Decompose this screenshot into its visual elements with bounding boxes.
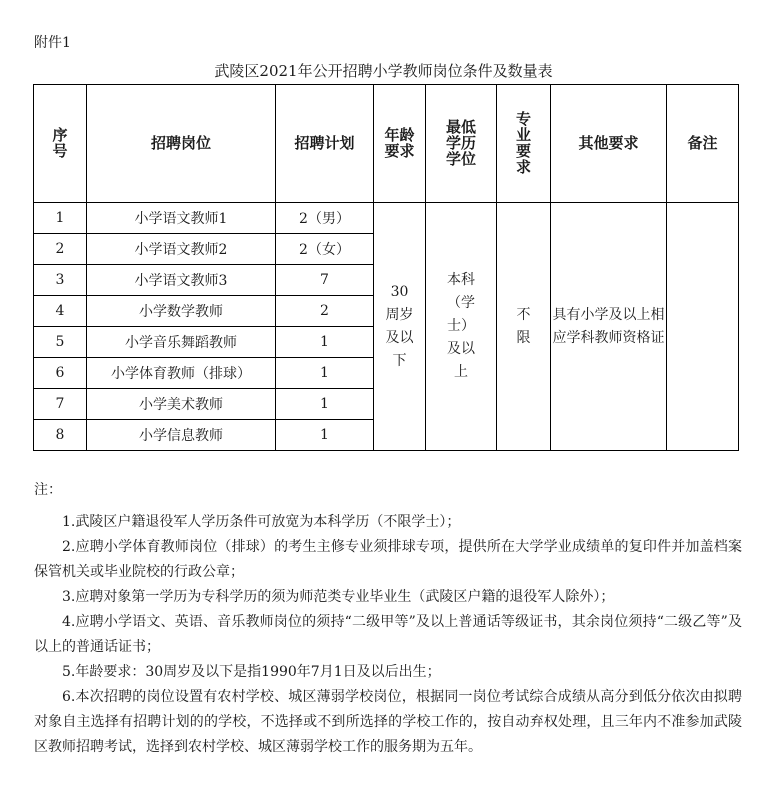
cell-plan: 1 [276,327,374,358]
cell-post: 小学美术教师 [87,389,276,420]
cell-seq: 6 [34,358,87,389]
cell-edu-merged: 本科（学士）及以上 [426,203,497,451]
annex-label: 附件1 [34,35,71,51]
note-item: 1.武陵区户籍退役军人学历条件可放宽为本科学历（不限学士）； [62,514,461,530]
cell-post: 小学语文教师1 [87,203,276,234]
cell-seq: 8 [34,420,87,451]
cell-post: 小学数学教师 [87,296,276,327]
header-plan: 招聘计划 [276,85,374,203]
cell-seq: 7 [34,389,87,420]
cell-plan: 1 [276,358,374,389]
header-remark: 备注 [667,85,739,203]
note-item: 4.应聘小学语文、英语、音乐教师岗位的须持“二级甲等”及以上普通话等级证书，其余岗位须持“二级乙等”及以上的普通话证书； [34,614,742,655]
note-item: 3.应聘对象第一学历为专科学历的须为师范类专业毕业生（武陵区户籍的退役军人除外）； [62,589,615,605]
cell-plan: 1 [276,389,374,420]
cell-post: 小学音乐舞蹈教师 [87,327,276,358]
cell-plan: 2 [276,296,374,327]
cell-age-merged: 30周岁及以下 [374,203,426,451]
cell-remark-merged [667,203,739,451]
cell-seq: 3 [34,265,87,296]
cell-seq: 1 [34,203,87,234]
note-item: 5.年龄要求：30周岁及以下是指1990年7月1日及以后出生； [62,664,441,680]
cell-seq: 5 [34,327,87,358]
note-item: 6.本次招聘的岗位设置有农村学校、城区薄弱学校岗位，根据同一岗位考试综合成绩从高分到低分依次由拟聘对象自主选择有招聘计划的的学校，不选择或不到所选择的学校工作的，按自动弃权处理，且三年内不准参加武陵区教师招聘考试，选择到农村学校、城区薄弱学校工作的服务期为五年。 [34,689,742,755]
table-header-row [34,85,739,203]
table-row [34,203,739,234]
notes-section [34,478,742,760]
notes-label: 注： [34,482,62,498]
header-other: 其他要求 [551,85,667,203]
header-seq: 序号 [34,85,87,203]
cell-post: 小学信息教师 [87,420,276,451]
cell-major-merged: 不限 [497,203,551,451]
header-age: 年龄要求 [374,85,426,203]
cell-post: 小学语文教师3 [87,265,276,296]
header-edu: 最低学历学位 [426,85,497,203]
header-post: 招聘岗位 [87,85,276,203]
cell-post: 小学体育教师（排球） [87,358,276,389]
cell-plan: 2（男） [276,203,374,234]
cell-seq: 2 [34,234,87,265]
cell-plan: 7 [276,265,374,296]
recruitment-table [33,84,739,451]
header-major: 专业要求 [497,85,551,203]
note-item: 2.应聘小学体育教师岗位（排球）的考生主修专业须排球专项，提供所在大学学业成绩单的复印件并加盖档案保管机关或毕业院校的行政公章； [34,539,742,580]
cell-plan: 1 [276,420,374,451]
cell-other-merged: 具有小学及以上相应学科教师资格证 [551,203,667,451]
cell-post: 小学语文教师2 [87,234,276,265]
cell-seq: 4 [34,296,87,327]
cell-plan: 2（女） [276,234,374,265]
table-title: 武陵区2021年公开招聘小学教师岗位条件及数量表 [214,62,553,80]
